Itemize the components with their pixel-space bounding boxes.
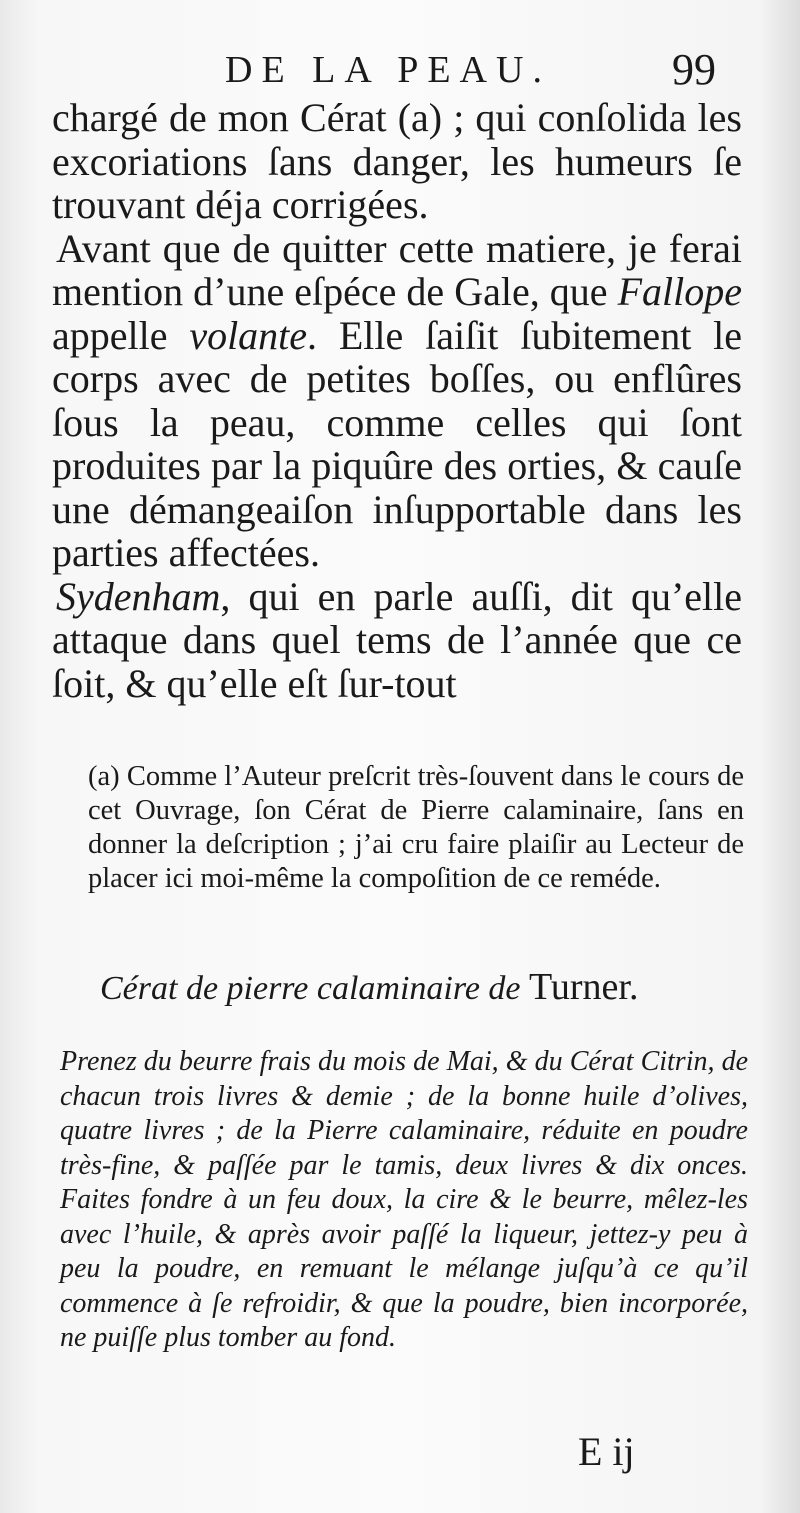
paragraph-3: Sydenham, qui en parle auſſi, dit qu’elle attaque dans quel tems de l’année que ce ſoit, & qu’elle eſt ſur-tout: [52, 573, 742, 706]
main-text: [52, 96, 742, 705]
paragraph-1: chargé de mon Cérat (a) ; qui conſolida les excoriations ſans danger, les humeurs ſe trouvant déja corrigées.: [52, 95, 742, 227]
signature-mark: E ij: [578, 1429, 635, 1474]
footnote: [54, 760, 744, 896]
paragraph-2: Avant que de quitter cette matiere, je ferai mention d’une eſpéce de Gale, que Fallope appelle volante. Elle ſaiſit ſubitement le corps avec de petites boſſes, ou enflûres ſous la peau, comme celles qui ſont produites par la piquûre des orties, & cauſe une démangeaiſon inſupportable dans les parties affectées.: [52, 225, 742, 575]
recipe-heading: Cérat de pierre calaminaire de Turner.: [100, 966, 639, 1008]
page-number: 99: [672, 45, 716, 94]
author-name-sydenham: Sydenham: [56, 573, 221, 619]
running-title: DE LA PEAU.: [225, 49, 551, 91]
recipe-text: Prenez du beurre frais du mois de Mai, & du Cérat Citrin, de chacun trois livres & demie ; de la bonne huile d’olives, quatre livres ; de la Pierre calaminaire, réduite en poudre très-fine, & paſſée par le tamis, deux livres & dix onces. Faites fondre à un feu doux, la cire & le beurre, mêlez-les avec l’huile, & après avoir paſſé la liqueur, jettez-y peu à peu la poudre, en remuant le mélange juſqu’à ce qu’il commence à ſe refroidir, & que la poudre, bien incorporée, ne puiſſe plus tomber au fond.: [60, 1046, 748, 1353]
term-volante: volante: [189, 312, 308, 358]
author-name-fallope: Fallope: [617, 269, 742, 314]
footnote-text: (a) Comme l’Auteur preſcrit très-ſouvent dans le cours de cet Ouvrage, ſon Cérat de Pierre calaminaire, ſans en donner la deſcription ; j’ai cru faire plaiſir au Lecteur de placer ici moi-même la compoſition de ce reméde.: [88, 761, 744, 894]
recipe-author: Turner.: [529, 966, 639, 1008]
